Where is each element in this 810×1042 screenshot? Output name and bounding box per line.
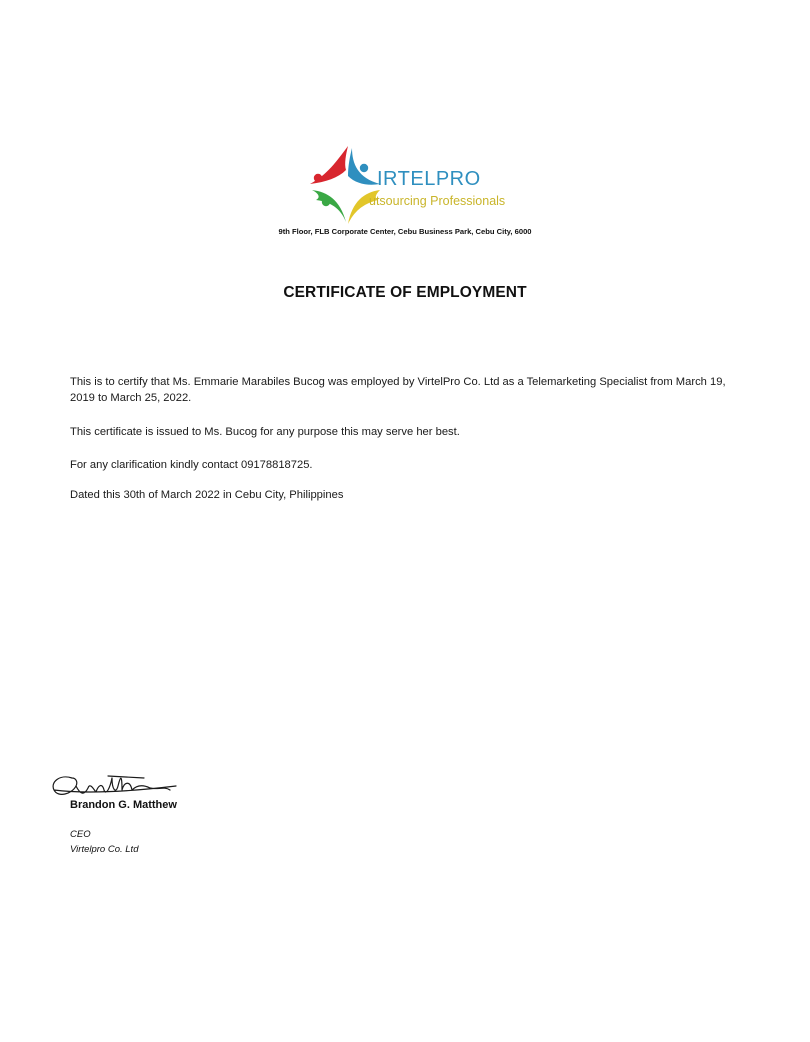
company-logo (306, 140, 516, 230)
signatory-name: Brandon G. Matthew (70, 799, 177, 811)
logo-emblem-icon (306, 140, 386, 230)
logo-brand-text: IRTELPRO (377, 168, 481, 190)
dated-paragraph: Dated this 30th of March 2022 in Cebu City, Philippines (70, 489, 344, 501)
signatory-role: CEO (70, 829, 91, 840)
contact-paragraph: For any clarification kindly contact 09178818725. (70, 459, 313, 471)
logo-tagline-text: utsourcing Professionals (369, 194, 506, 208)
company-address: 9th Floor, FLB Corporate Center, Cebu Business Park, Cebu City, 6000 (278, 227, 532, 236)
purpose-paragraph: This certificate is issued to Ms. Bucog for any purpose this may serve her best. (70, 426, 460, 438)
document-title: CERTIFICATE OF EMPLOYMENT (283, 284, 527, 301)
employment-paragraph: This is to certify that Ms. Emmarie Marabiles Bucog was employed by VirtelPro Co. Ltd as a Telemarketing Specialist from March 19, 2019 to March 25, 2022. (70, 376, 726, 404)
signatory-company: Virtelpro Co. Ltd (70, 844, 139, 855)
